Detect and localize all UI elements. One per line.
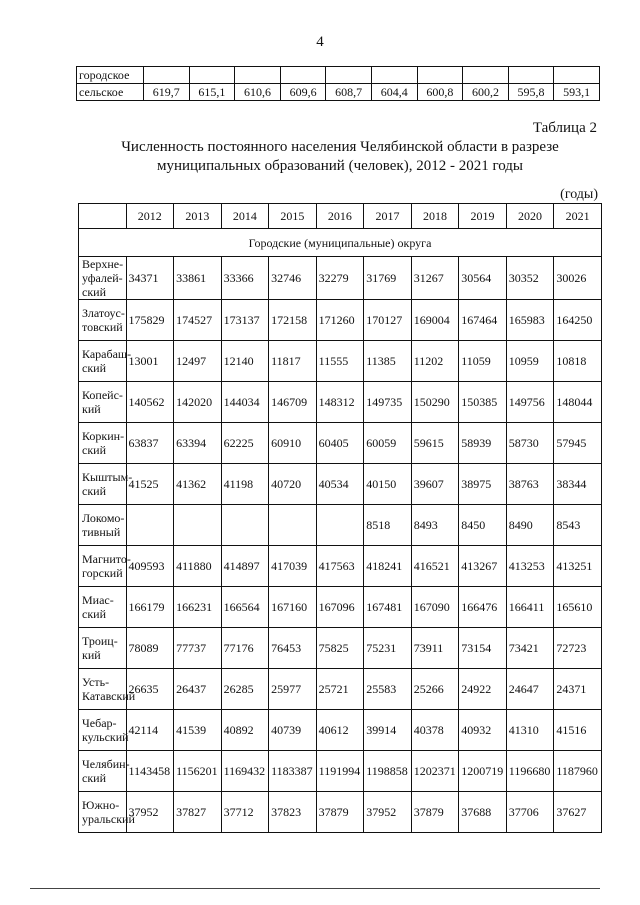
population-cell (174, 505, 222, 546)
municipality-name: Карабаш-ский (79, 341, 127, 382)
population-cell: 37712 (221, 792, 269, 833)
section-row (79, 229, 602, 257)
population-cell: 76453 (269, 628, 317, 669)
population-cell: 413251 (554, 546, 602, 587)
municipality-name: Златоус-товский (79, 300, 127, 341)
population-cell: 149735 (364, 382, 412, 423)
population-cell: 78089 (126, 628, 174, 669)
continuation-cell (463, 67, 509, 84)
year-header-cell: 2016 (316, 204, 364, 229)
population-cell: 39914 (364, 710, 412, 751)
population-cell: 8450 (459, 505, 507, 546)
population-cell: 1198858 (364, 751, 412, 792)
population-cell: 40720 (269, 464, 317, 505)
table-row (79, 669, 602, 710)
population-cell: 10818 (554, 341, 602, 382)
population-cell: 37879 (316, 792, 364, 833)
population-cell: 26437 (174, 669, 222, 710)
population-cell: 8518 (364, 505, 412, 546)
population-cell: 8490 (506, 505, 554, 546)
population-cell: 37688 (459, 792, 507, 833)
population-cell: 11555 (316, 341, 364, 382)
population-cell: 31769 (364, 257, 412, 300)
continuation-cell (144, 67, 190, 84)
population-cell: 73154 (459, 628, 507, 669)
population-cell: 1200719 (459, 751, 507, 792)
population-cell: 25266 (411, 669, 459, 710)
population-cell: 417563 (316, 546, 364, 587)
population-cell: 25721 (316, 669, 364, 710)
population-cell: 41525 (126, 464, 174, 505)
table-row (79, 300, 602, 341)
year-header-cell: 2013 (174, 204, 222, 229)
continuation-cell: 610,6 (235, 84, 281, 101)
continuation-cell (417, 67, 463, 84)
municipality-name: Челябин-ский (79, 751, 127, 792)
population-cell: 1196680 (506, 751, 554, 792)
page-number: 4 (316, 34, 324, 50)
municipality-name: Чебар-кульский (79, 710, 127, 751)
population-cell: 63394 (174, 423, 222, 464)
municipality-name: Кыштым-ский (79, 464, 127, 505)
population-cell: 73911 (411, 628, 459, 669)
population-cell: 37706 (506, 792, 554, 833)
population-cell: 1183387 (269, 751, 317, 792)
population-cell: 40378 (411, 710, 459, 751)
population-cell: 169004 (411, 300, 459, 341)
population-cell: 140562 (126, 382, 174, 423)
population-cell (126, 505, 174, 546)
year-header-cell: 2018 (411, 204, 459, 229)
population-cell (269, 505, 317, 546)
table-row (79, 792, 602, 833)
continuation-cell (189, 67, 235, 84)
population-cell: 166564 (221, 587, 269, 628)
population-cell: 32746 (269, 257, 317, 300)
population-cell: 37879 (411, 792, 459, 833)
population-cell: 13001 (126, 341, 174, 382)
table-row (79, 751, 602, 792)
population-cell: 31267 (411, 257, 459, 300)
population-cell: 30026 (554, 257, 602, 300)
population-cell: 174527 (174, 300, 222, 341)
continuation-cell: 593,1 (554, 84, 600, 101)
continuation-table (76, 66, 600, 101)
header-empty-cell (79, 204, 127, 229)
population-table (78, 203, 602, 833)
continuation-cell (326, 67, 372, 84)
continuation-cell (554, 67, 600, 84)
continuation-cell (371, 67, 417, 84)
population-cell: 167096 (316, 587, 364, 628)
population-cell: 144034 (221, 382, 269, 423)
year-header-cell: 2012 (126, 204, 174, 229)
table-title (80, 138, 600, 176)
bottom-rule (30, 888, 600, 889)
population-cell: 73421 (506, 628, 554, 669)
population-cell: 59615 (411, 423, 459, 464)
population-cell: 1187960 (554, 751, 602, 792)
population-cell: 1156201 (174, 751, 222, 792)
population-cell: 75231 (364, 628, 412, 669)
year-header-cell: 2019 (459, 204, 507, 229)
municipality-name: Локомо-тивный (79, 505, 127, 546)
continuation-row (77, 84, 600, 101)
population-cell: 414897 (221, 546, 269, 587)
population-cell: 172158 (269, 300, 317, 341)
table-row (79, 587, 602, 628)
population-cell: 11817 (269, 341, 317, 382)
population-cell: 167464 (459, 300, 507, 341)
municipality-name: Магнито-горский (79, 546, 127, 587)
population-cell: 25977 (269, 669, 317, 710)
population-cell: 41362 (174, 464, 222, 505)
population-cell: 41539 (174, 710, 222, 751)
table-row (79, 710, 602, 751)
table-row (79, 546, 602, 587)
population-cell: 12140 (221, 341, 269, 382)
population-cell: 63837 (126, 423, 174, 464)
population-cell: 41198 (221, 464, 269, 505)
population-cell: 42114 (126, 710, 174, 751)
year-header-cell: 2021 (554, 204, 602, 229)
continuation-row-label: сельское (77, 84, 144, 101)
population-cell: 33366 (221, 257, 269, 300)
population-cell: 10959 (506, 341, 554, 382)
municipality-name: Усть-Катавский (79, 669, 127, 710)
population-cell: 72723 (554, 628, 602, 669)
population-cell: 77176 (221, 628, 269, 669)
population-cell: 411880 (174, 546, 222, 587)
population-cell: 164250 (554, 300, 602, 341)
population-cell: 413267 (459, 546, 507, 587)
population-cell: 167481 (364, 587, 412, 628)
population-cell: 40932 (459, 710, 507, 751)
population-cell: 170127 (364, 300, 412, 341)
year-header-cell: 2015 (269, 204, 317, 229)
population-cell: 166476 (459, 587, 507, 628)
continuation-cell: 604,4 (371, 84, 417, 101)
continuation-row (77, 67, 600, 84)
population-cell: 11202 (411, 341, 459, 382)
population-cell: 166231 (174, 587, 222, 628)
population-cell: 148044 (554, 382, 602, 423)
table-row (79, 464, 602, 505)
population-cell: 41516 (554, 710, 602, 751)
table-title-line1: Численность постоянного населения Челябинской области в разрезе (121, 139, 559, 155)
population-cell: 1191994 (316, 751, 364, 792)
population-cell: 416521 (411, 546, 459, 587)
population-cell: 40739 (269, 710, 317, 751)
population-cell: 26285 (221, 669, 269, 710)
population-cell: 148312 (316, 382, 364, 423)
population-cell: 34371 (126, 257, 174, 300)
population-cell: 39607 (411, 464, 459, 505)
municipality-name: Южно-уральский (79, 792, 127, 833)
population-cell: 58730 (506, 423, 554, 464)
population-cell: 149756 (506, 382, 554, 423)
population-cell: 166179 (126, 587, 174, 628)
table-row (79, 423, 602, 464)
year-header-cell: 2020 (506, 204, 554, 229)
table-label: Таблица 2 (532, 120, 597, 136)
population-cell: 77737 (174, 628, 222, 669)
continuation-cell: 595,8 (508, 84, 554, 101)
table-row (79, 257, 602, 300)
population-cell: 24647 (506, 669, 554, 710)
population-cell: 75825 (316, 628, 364, 669)
unit-label: (годы) (560, 187, 598, 202)
population-cell: 24922 (459, 669, 507, 710)
population-cell: 167160 (269, 587, 317, 628)
municipality-name: Верхне-уфалей-ский (79, 257, 127, 300)
population-cell: 417039 (269, 546, 317, 587)
population-cell: 418241 (364, 546, 412, 587)
population-cell: 37827 (174, 792, 222, 833)
population-cell: 41310 (506, 710, 554, 751)
municipality-name: Миас-ский (79, 587, 127, 628)
population-cell: 37627 (554, 792, 602, 833)
population-cell: 409593 (126, 546, 174, 587)
population-cell: 175829 (126, 300, 174, 341)
population-cell: 166411 (506, 587, 554, 628)
population-cell: 38763 (506, 464, 554, 505)
population-cell: 150385 (459, 382, 507, 423)
table-row (79, 505, 602, 546)
year-header-row (79, 204, 602, 229)
population-cell: 40534 (316, 464, 364, 505)
population-cell: 62225 (221, 423, 269, 464)
section-title: Городские (муниципальные) округа (79, 229, 602, 257)
population-cell: 413253 (506, 546, 554, 587)
population-cell: 173137 (221, 300, 269, 341)
continuation-cell: 615,1 (189, 84, 235, 101)
continuation-row-label: городское (77, 67, 144, 84)
population-cell: 1169432 (221, 751, 269, 792)
population-cell: 40612 (316, 710, 364, 751)
municipality-name: Копейс-кий (79, 382, 127, 423)
population-cell: 38975 (459, 464, 507, 505)
population-cell: 12497 (174, 341, 222, 382)
population-cell: 60405 (316, 423, 364, 464)
table-title-line2: муниципальных образований (человек), 2012 - 2021 годы (156, 158, 524, 174)
population-cell: 25583 (364, 669, 412, 710)
continuation-cell: 608,7 (326, 84, 372, 101)
population-cell (316, 505, 364, 546)
population-cell: 40892 (221, 710, 269, 751)
population-cell: 24371 (554, 669, 602, 710)
population-cell: 8543 (554, 505, 602, 546)
table-row (79, 382, 602, 423)
continuation-cell: 619,7 (144, 84, 190, 101)
municipality-name: Коркин-ский (79, 423, 127, 464)
continuation-cell (235, 67, 281, 84)
population-cell: 38344 (554, 464, 602, 505)
year-header-cell: 2017 (364, 204, 412, 229)
table-row (79, 341, 602, 382)
population-cell: 150290 (411, 382, 459, 423)
population-cell: 33861 (174, 257, 222, 300)
continuation-cell: 600,8 (417, 84, 463, 101)
population-cell: 26635 (126, 669, 174, 710)
continuation-cell: 609,6 (280, 84, 326, 101)
municipality-name: Троиц-кий (79, 628, 127, 669)
year-header-cell: 2014 (221, 204, 269, 229)
population-cell: 167090 (411, 587, 459, 628)
continuation-cell (280, 67, 326, 84)
population-cell: 40150 (364, 464, 412, 505)
population-cell: 8493 (411, 505, 459, 546)
population-cell: 165610 (554, 587, 602, 628)
population-cell: 32279 (316, 257, 364, 300)
population-cell: 57945 (554, 423, 602, 464)
population-cell: 60059 (364, 423, 412, 464)
population-cell: 171260 (316, 300, 364, 341)
table-row (79, 628, 602, 669)
population-cell: 142020 (174, 382, 222, 423)
population-cell: 37952 (364, 792, 412, 833)
population-cell: 37952 (126, 792, 174, 833)
continuation-cell (508, 67, 554, 84)
population-cell: 1202371 (411, 751, 459, 792)
population-cell: 30352 (506, 257, 554, 300)
population-cell: 165983 (506, 300, 554, 341)
population-cell: 1143458 (126, 751, 174, 792)
population-cell: 37823 (269, 792, 317, 833)
population-cell (221, 505, 269, 546)
population-cell: 146709 (269, 382, 317, 423)
continuation-cell: 600,2 (463, 84, 509, 101)
population-cell: 60910 (269, 423, 317, 464)
population-cell: 30564 (459, 257, 507, 300)
population-cell: 11059 (459, 341, 507, 382)
population-cell: 11385 (364, 341, 412, 382)
population-cell: 58939 (459, 423, 507, 464)
